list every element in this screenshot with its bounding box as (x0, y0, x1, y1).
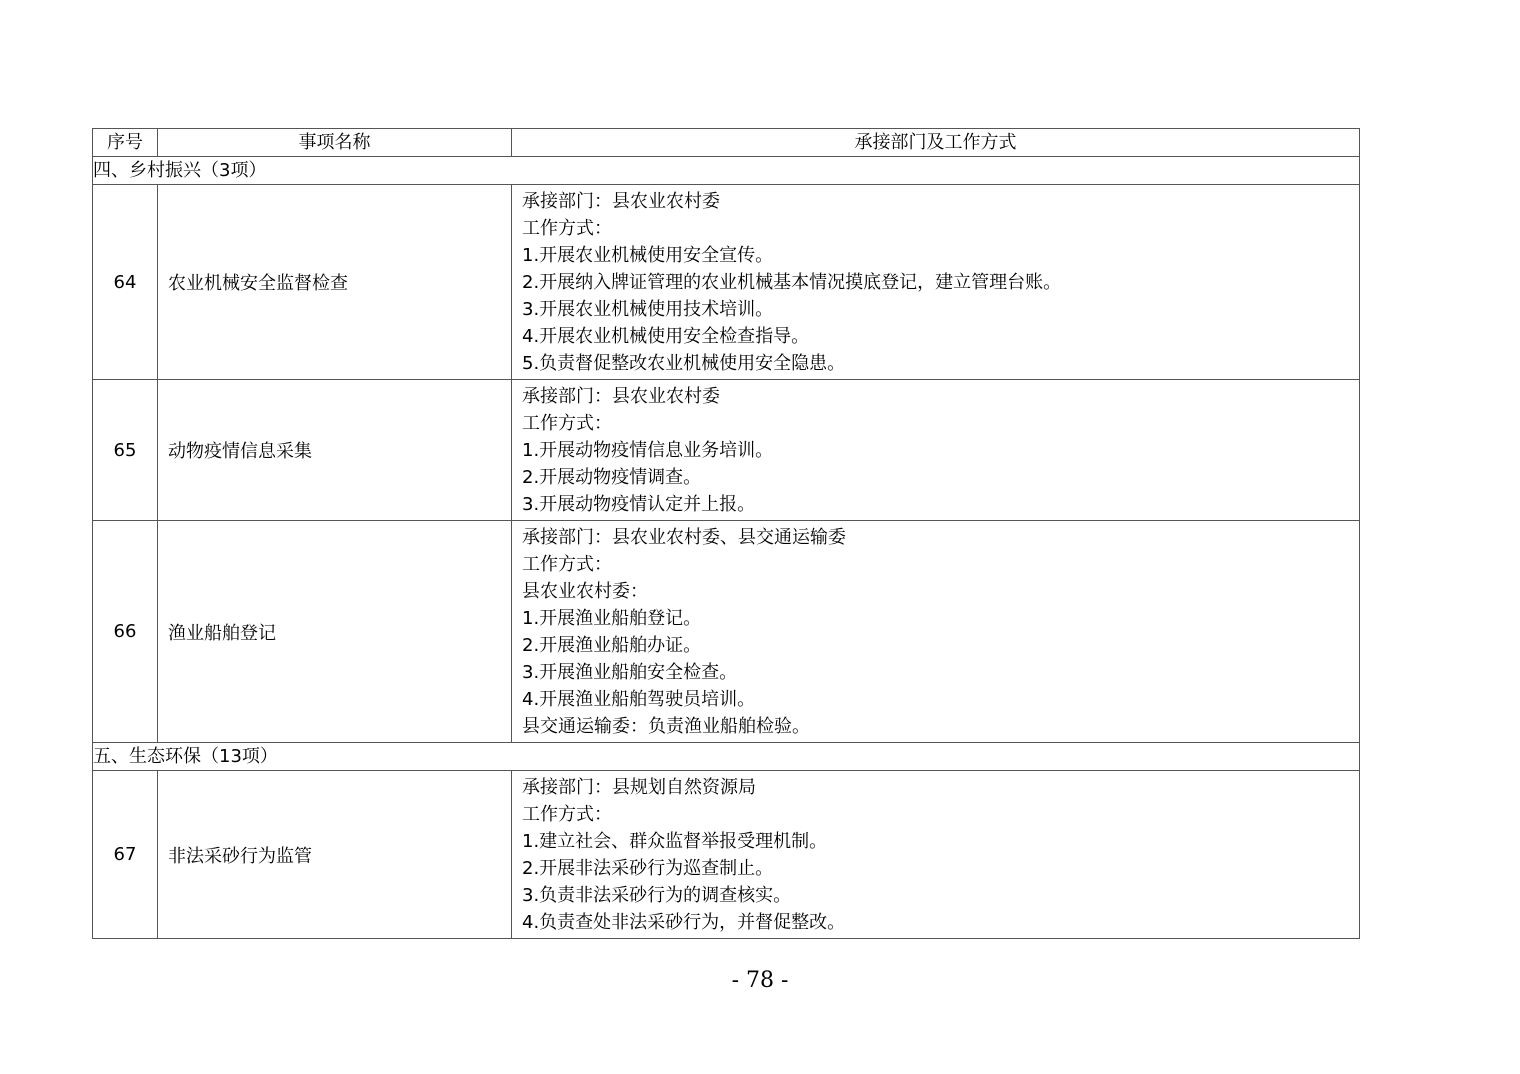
table-body (93, 129, 1360, 939)
description-line: 工作方式： (522, 218, 612, 239)
description-line: 4.开展渔业船舶驾驶员培训。 (522, 689, 756, 710)
description-line: 承接部门：县规划自然资源局 (522, 777, 756, 798)
item-number: 66 (93, 521, 158, 743)
description-line: 2.开展纳入牌证管理的农业机械基本情况摸底登记，建立管理台账。 (522, 272, 1062, 293)
description-line: 2.开展动物疫情调查。 (522, 467, 702, 488)
description-line: 3.负责非法采砂行为的调查核实。 (522, 885, 792, 906)
item-description (512, 771, 1360, 939)
header-row (93, 129, 1360, 157)
description-line: 5.负责督促整改农业机械使用安全隐患。 (522, 353, 846, 374)
item-name: 农业机械安全监督检查 (158, 185, 512, 380)
description-line: 3.开展渔业船舶安全检查。 (522, 662, 738, 683)
section-row (93, 743, 1360, 771)
table-row (93, 771, 1360, 939)
item-description (512, 380, 1360, 521)
matters-table (92, 128, 1360, 939)
item-number: 64 (93, 185, 158, 380)
description-line: 4.开展农业机械使用安全检查指导。 (522, 326, 810, 347)
description-line: 3.开展农业机械使用技术培训。 (522, 299, 774, 320)
description-line: 工作方式： (522, 554, 612, 575)
description-line: 1.建立社会、群众监督举报受理机制。 (522, 831, 828, 852)
section-title: 五、生态环保（13项） (93, 743, 1360, 771)
item-description (512, 185, 1360, 380)
header-name: 事项名称 (158, 129, 512, 157)
description-line: 1.开展渔业船舶登记。 (522, 608, 702, 629)
item-number: 67 (93, 771, 158, 939)
item-name: 动物疫情信息采集 (158, 380, 512, 521)
description-line: 4.负责查处非法采砂行为，并督促整改。 (522, 912, 846, 933)
description-line: 承接部门：县农业农村委 (522, 191, 720, 212)
description-line: 2.开展渔业船舶办证。 (522, 635, 702, 656)
description-line: 承接部门：县农业农村委 (522, 386, 720, 407)
item-number: 65 (93, 380, 158, 521)
description-line: 县农业农村委： (522, 581, 648, 602)
table-row (93, 521, 1360, 743)
description-line: 1.开展农业机械使用安全宣传。 (522, 245, 774, 266)
table-row (93, 380, 1360, 521)
section-title: 四、乡村振兴（3项） (93, 157, 1360, 185)
description-line: 工作方式： (522, 804, 612, 825)
description-line: 1.开展动物疫情信息业务培训。 (522, 440, 774, 461)
item-name: 渔业船舶登记 (158, 521, 512, 743)
description-line: 3.开展动物疫情认定并上报。 (522, 494, 756, 515)
item-description (512, 521, 1360, 743)
header-seq: 序号 (93, 129, 158, 157)
description-line: 县交通运输委：负责渔业船舶检验。 (522, 716, 810, 737)
page-number: - 78 - (731, 968, 789, 993)
item-name: 非法采砂行为监管 (158, 771, 512, 939)
description-line: 承接部门：县农业农村委、县交通运输委 (522, 527, 846, 548)
header-dept: 承接部门及工作方式 (512, 129, 1360, 157)
description-line: 2.开展非法采砂行为巡查制止。 (522, 858, 774, 879)
description-line: 工作方式： (522, 413, 612, 434)
section-row (93, 157, 1360, 185)
table-row (93, 185, 1360, 380)
